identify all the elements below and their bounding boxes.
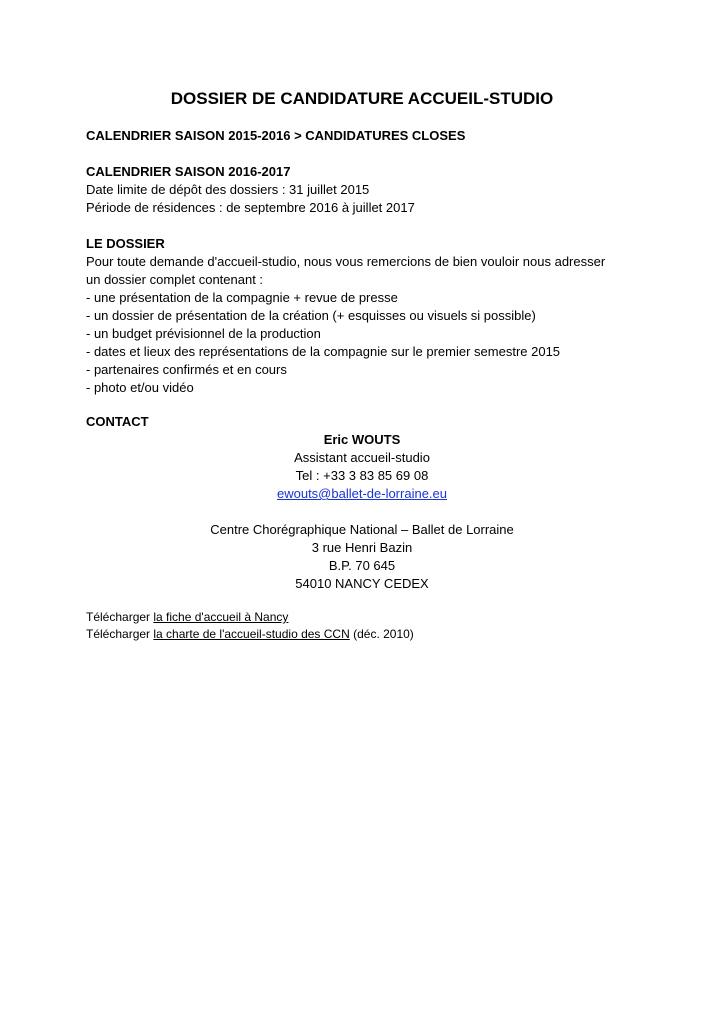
dossier-item: - une présentation de la compagnie + revue de presse: [86, 290, 398, 305]
spacer: [86, 503, 638, 521]
dossier-item: - partenaires confirmés et en cours: [86, 362, 287, 377]
page-title: DOSSIER DE CANDIDATURE ACCUEIL-STUDIO: [170, 89, 554, 108]
org-city: 54010 NANCY CEDEX: [295, 576, 429, 591]
org-name: Centre Chorégraphique National – Ballet de Lorraine: [210, 522, 514, 537]
contact-name: Eric WOUTS: [323, 432, 401, 447]
download-prefix: Télécharger: [86, 610, 154, 624]
contact-email-row: [86, 485, 638, 503]
download-suffix: (déc. 2010): [349, 627, 414, 641]
dossier-item: - un dossier de présentation de la création (+ esquisses ou visuels si possible): [86, 308, 536, 323]
contact-section: [86, 413, 638, 593]
season-open-section: [86, 163, 638, 217]
dossier-item: - photo et/ou vidéo: [86, 380, 194, 395]
contact-role: Assistant accueil-studio: [294, 450, 430, 465]
season-closed-text: CALENDRIER SAISON 2015-2016 > CANDIDATURES CLOSES: [86, 128, 466, 143]
dossier-intro-line: un dossier complet contenant :: [86, 272, 264, 287]
residency-period-line: Période de résidences : de septembre 2016 à juillet 2017: [86, 200, 415, 215]
download-fiche-link[interactable]: la fiche d'accueil à Nancy: [153, 610, 289, 624]
download-row: [86, 626, 638, 643]
season-closed-heading: [86, 127, 638, 145]
download-row: [86, 609, 638, 626]
season-open-heading: CALENDRIER SAISON 2016-2017: [86, 164, 291, 179]
contact-email-link[interactable]: ewouts@ballet-de-lorraine.eu: [276, 486, 447, 501]
org-street: 3 rue Henri Bazin: [311, 540, 413, 555]
dossier-item: - un budget prévisionnel de la production: [86, 326, 321, 341]
downloads-section: [86, 609, 638, 643]
deadline-line: Date limite de dépôt des dossiers : 31 juillet 2015: [86, 182, 370, 197]
dossier-item: - dates et lieux des représentations de la compagnie sur le premier semestre 2015: [86, 344, 561, 359]
contact-heading: CONTACT: [86, 414, 149, 429]
download-charte-link[interactable]: la charte de l'accueil-studio des CCN: [153, 627, 350, 641]
dossier-heading: LE DOSSIER: [86, 236, 165, 251]
dossier-section: [86, 235, 638, 397]
dossier-intro-line: Pour toute demande d'accueil-studio, nous vous remercions de bien vouloir nous adresser: [86, 254, 606, 269]
download-prefix: Télécharger: [86, 627, 154, 641]
org-po-box: B.P. 70 645: [328, 558, 396, 573]
contact-phone: Tel : +33 3 83 85 69 08: [295, 468, 429, 483]
